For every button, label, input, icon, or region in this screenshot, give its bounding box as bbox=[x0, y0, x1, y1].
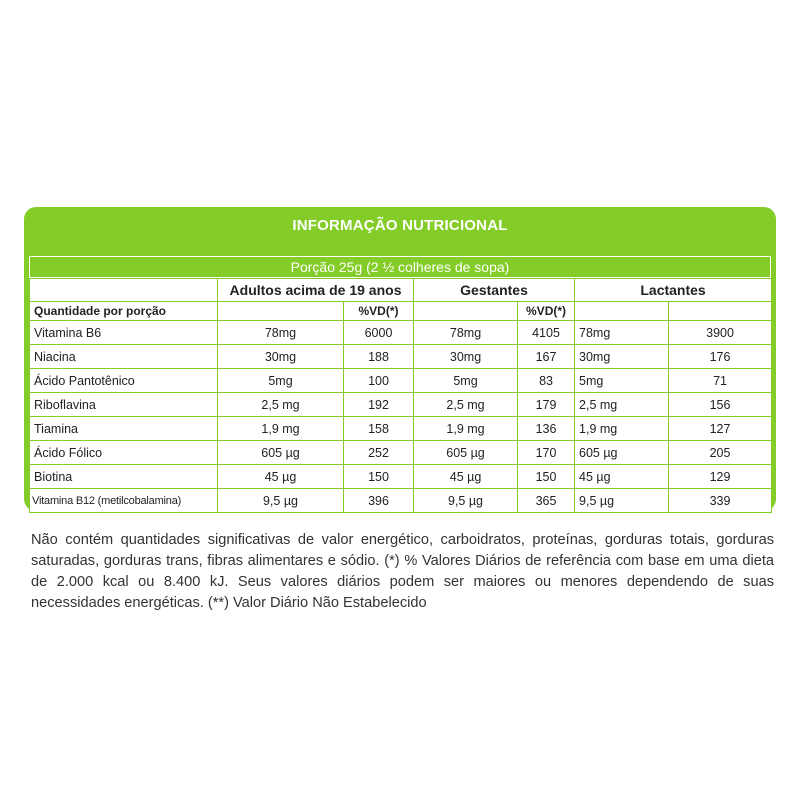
pregnant-quantity: 45 µg bbox=[414, 465, 518, 489]
adults-quantity: 9,5 µg bbox=[218, 489, 344, 513]
table-row bbox=[30, 441, 772, 465]
lactating-quantity: 5mg bbox=[575, 369, 669, 393]
lactating-vd: 129 bbox=[669, 465, 772, 489]
pregnant-vd: 150 bbox=[518, 465, 575, 489]
lactating-quantity: 45 µg bbox=[575, 465, 669, 489]
adults-quantity: 5mg bbox=[218, 369, 344, 393]
pregnant-quantity: 30mg bbox=[414, 345, 518, 369]
nutrient-name: Ácido Fólico bbox=[30, 441, 218, 465]
pregnant-quantity: 2,5 mg bbox=[414, 393, 518, 417]
pregnant-quantity: 5mg bbox=[414, 369, 518, 393]
empty-subheader-cell bbox=[669, 302, 772, 321]
table-row bbox=[30, 489, 772, 513]
table-row bbox=[30, 345, 772, 369]
nutrient-name: Riboflavina bbox=[30, 393, 218, 417]
table-row bbox=[30, 465, 772, 489]
adults-quantity: 2,5 mg bbox=[218, 393, 344, 417]
nutrient-name: Vitamina B12 (metilcobalamina) bbox=[30, 489, 218, 513]
adults-vd: 396 bbox=[344, 489, 414, 513]
adults-quantity: 1,9 mg bbox=[218, 417, 344, 441]
table-row bbox=[30, 393, 772, 417]
empty-subheader-cell bbox=[218, 302, 344, 321]
vd-label-adults: %VD(*) bbox=[344, 302, 414, 321]
adults-vd: 192 bbox=[344, 393, 414, 417]
pregnant-quantity: 605 µg bbox=[414, 441, 518, 465]
adults-vd: 150 bbox=[344, 465, 414, 489]
adults-vd: 100 bbox=[344, 369, 414, 393]
pregnant-quantity: 78mg bbox=[414, 321, 518, 345]
lactating-quantity: 78mg bbox=[575, 321, 669, 345]
lactating-quantity: 605 µg bbox=[575, 441, 669, 465]
pregnant-quantity: 1,9 mg bbox=[414, 417, 518, 441]
lactating-vd: 156 bbox=[669, 393, 772, 417]
lactating-vd: 71 bbox=[669, 369, 772, 393]
table-row bbox=[30, 369, 772, 393]
nutrient-name: Biotina bbox=[30, 465, 218, 489]
pregnant-vd: 136 bbox=[518, 417, 575, 441]
adults-quantity: 45 µg bbox=[218, 465, 344, 489]
nutrition-panel bbox=[24, 207, 776, 511]
pregnant-quantity: 9,5 µg bbox=[414, 489, 518, 513]
lactating-vd: 127 bbox=[669, 417, 772, 441]
nutrition-table bbox=[29, 278, 772, 513]
pregnant-vd: 167 bbox=[518, 345, 575, 369]
lactating-quantity: 2,5 mg bbox=[575, 393, 669, 417]
pregnant-vd: 365 bbox=[518, 489, 575, 513]
panel-title: INFORMAÇÃO NUTRICIONAL bbox=[292, 217, 508, 234]
lactating-vd: 176 bbox=[669, 345, 772, 369]
nutrient-name: Tiamina bbox=[30, 417, 218, 441]
empty-subheader-cell bbox=[414, 302, 518, 321]
adults-quantity: 30mg bbox=[218, 345, 344, 369]
nutrient-name: Niacina bbox=[30, 345, 218, 369]
group-pregnant: Gestantes bbox=[414, 279, 575, 302]
adults-vd: 6000 bbox=[344, 321, 414, 345]
lactating-quantity: 9,5 µg bbox=[575, 489, 669, 513]
group-lactating: Lactantes bbox=[575, 279, 772, 302]
adults-vd: 158 bbox=[344, 417, 414, 441]
adults-vd: 188 bbox=[344, 345, 414, 369]
pregnant-vd: 179 bbox=[518, 393, 575, 417]
footnote: Não contém quantidades significativas de valor energético, carboidratos, proteínas, gorduras totais, gorduras saturadas, gorduras trans, fibras alimentares e sódio. (*) % Valores Diários de referência com base em uma dieta de 2.000 kcal ou 8.400 kJ. Seus valores diários podem ser maiores ou menores dependendo de suas necessidades energéticas. (**) Valor Diário Não Estabelecido bbox=[31, 531, 774, 611]
empty-subheader-cell bbox=[575, 302, 669, 321]
adults-quantity: 605 µg bbox=[218, 441, 344, 465]
subheader-row bbox=[30, 302, 772, 321]
table-row bbox=[30, 321, 772, 345]
table-row bbox=[30, 417, 772, 441]
lactating-quantity: 30mg bbox=[575, 345, 669, 369]
pregnant-vd: 83 bbox=[518, 369, 575, 393]
nutrient-name: Ácido Pantotênico bbox=[30, 369, 218, 393]
lactating-vd: 3900 bbox=[669, 321, 772, 345]
adults-vd: 252 bbox=[344, 441, 414, 465]
group-adults: Adultos acima de 19 anos bbox=[218, 279, 414, 302]
pregnant-vd: 4105 bbox=[518, 321, 575, 345]
adults-quantity: 78mg bbox=[218, 321, 344, 345]
lactating-vd: 339 bbox=[669, 489, 772, 513]
group-header-row bbox=[30, 279, 772, 302]
pregnant-vd: 170 bbox=[518, 441, 575, 465]
serving-size: Porção 25g (2 ½ colheres de sopa) bbox=[29, 256, 771, 278]
nutrient-name: Vitamina B6 bbox=[30, 321, 218, 345]
lactating-vd: 205 bbox=[669, 441, 772, 465]
lactating-quantity: 1,9 mg bbox=[575, 417, 669, 441]
quantity-label: Quantidade por porção bbox=[30, 302, 218, 321]
vd-label-pregnant: %VD(*) bbox=[518, 302, 575, 321]
empty-header-cell bbox=[30, 279, 218, 302]
